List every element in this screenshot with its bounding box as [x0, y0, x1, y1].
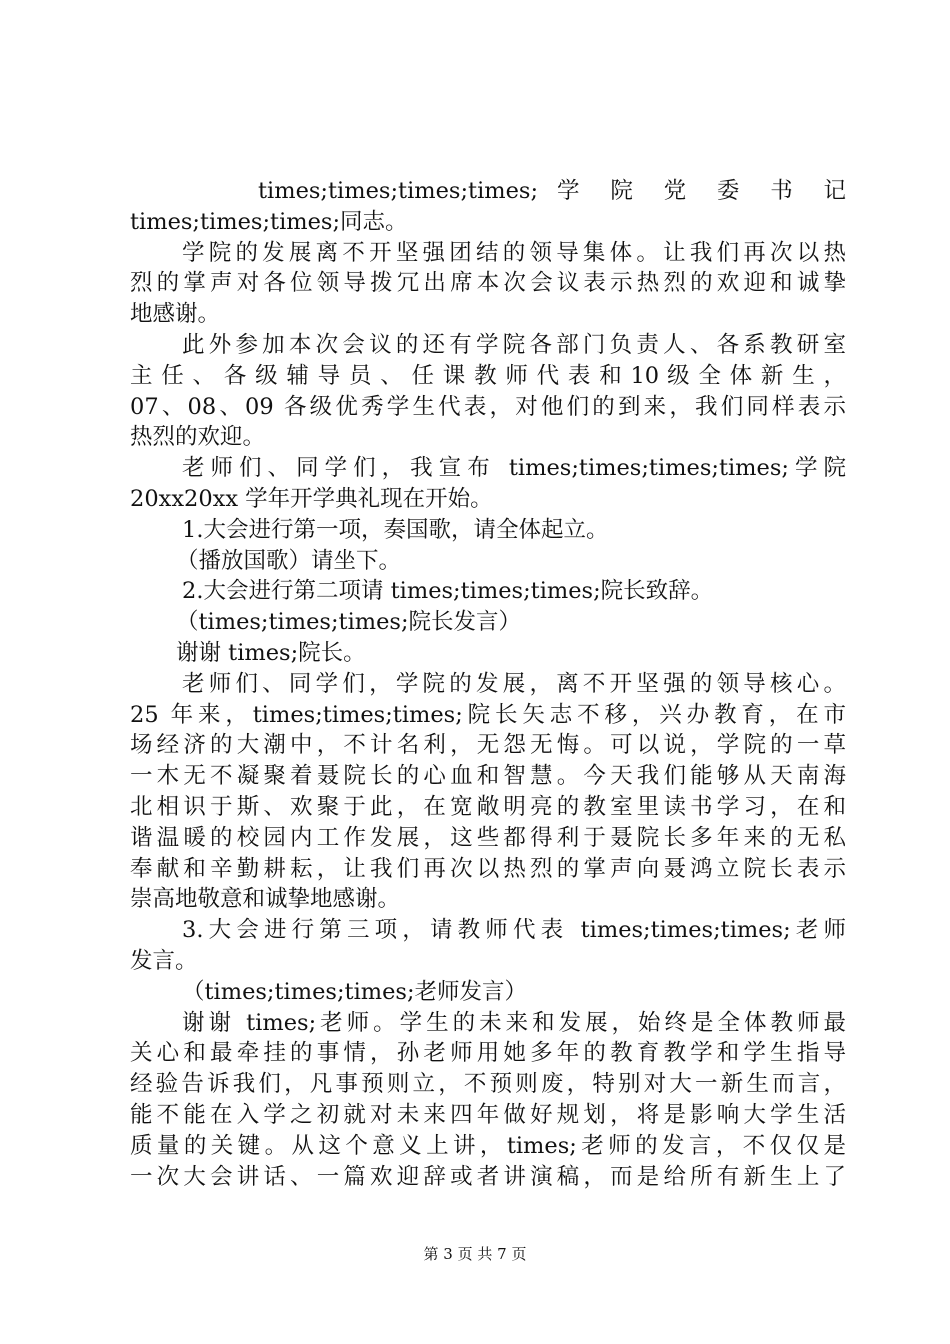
text-line: 此外参加本次会议的还有学院各部门负责人、各系教研室	[182, 331, 846, 358]
text-line: 质量的关键。从这个意义上讲，times;老师的发言，不仅仅是	[130, 1132, 846, 1159]
text-line: 谢谢 times;院长。	[176, 639, 366, 666]
text-line: 北相识于斯、欢聚于此，在宽敞明亮的教室里读书学习，在和	[130, 793, 846, 820]
text-line: 热烈的欢迎。	[130, 424, 266, 451]
text-line: 谐温暖的校园内工作发展，这些都得利于聂院长多年来的无私	[130, 824, 846, 851]
text-line: 能不能在入学之初就对未来四年做好规划，将是影响大学生活	[130, 1101, 846, 1128]
text-line: （times;times;times;老师发言）	[182, 978, 528, 1005]
text-line: （times;times;times;院长发言）	[176, 609, 522, 636]
text-line: 07、08、09 各级优秀学生代表，对他们的到来，我们同样表示	[130, 393, 846, 420]
text-line: 学院的发展离不开坚强团结的领导集体。让我们再次以热	[182, 239, 846, 266]
text-line: 烈的掌声对各位领导拨冗出席本次会议表示热烈的欢迎和诚挚	[130, 270, 846, 297]
text-line: 3.大会进行第三项，请教师代表 times;times;times;老师	[182, 917, 846, 944]
page-number-footer: 第 3 页 共 7 页	[423, 1245, 527, 1263]
text-line: （播放国歌）请坐下。	[176, 547, 402, 574]
text-line: 崇高地敬意和诚挚地感谢。	[130, 886, 401, 913]
text-line: 地感谢。	[130, 301, 221, 328]
text-line: times;times;times;同志。	[130, 208, 408, 235]
text-line: times;times;times;times; 学 院 党 委 书 记	[258, 178, 846, 204]
text-line: 关心和最牵挂的事情，孙老师用她多年的教育教学和学生指导	[130, 1040, 846, 1067]
text-line: 发言。	[130, 947, 198, 974]
document-body	[130, 176, 846, 1192]
text-line: 老师们、同学们，学院的发展，离不开坚强的领导核心。	[182, 670, 846, 697]
text-line: 2.大会进行第二项请 times;times;times;院长致辞。	[182, 578, 714, 605]
text-line: 一次大会讲话、一篇欢迎辞或者讲演稿，而是给所有新生上了	[130, 1163, 846, 1190]
text-line: 谢谢 times;老师。学生的未来和发展，始终是全体教师最	[182, 1009, 846, 1036]
text-line: 奉献和辛勤耕耘，让我们再次以热烈的掌声向聂鸿立院长表示	[130, 855, 846, 882]
text-line: 老师们、同学们，我宣布 times;times;times;times;学院	[182, 455, 846, 482]
text-line: 经验告诉我们，凡事预则立，不预则废，特别对大一新生而言，	[130, 1071, 846, 1098]
text-line: 1.大会进行第一项，奏国歌，请全体起立。	[182, 516, 609, 543]
text-line: 25 年来，times;times;times;院长矢志不移，兴办教育，在市	[130, 701, 846, 728]
text-line: 20xx20xx 学年开学典礼现在开始。	[130, 485, 493, 512]
text-line: 主 任 、 各 级 辅 导 员 、 任 课 教 师 代 表 和 10 级 全 体 新 生 ，	[130, 362, 846, 389]
text-line: 场经济的大潮中，不计名利，无怨无悔。可以说，学院的一草	[130, 732, 846, 759]
text-line: 一木无不凝聚着聂院长的心血和智慧。今天我们能够从天南海	[130, 763, 846, 790]
